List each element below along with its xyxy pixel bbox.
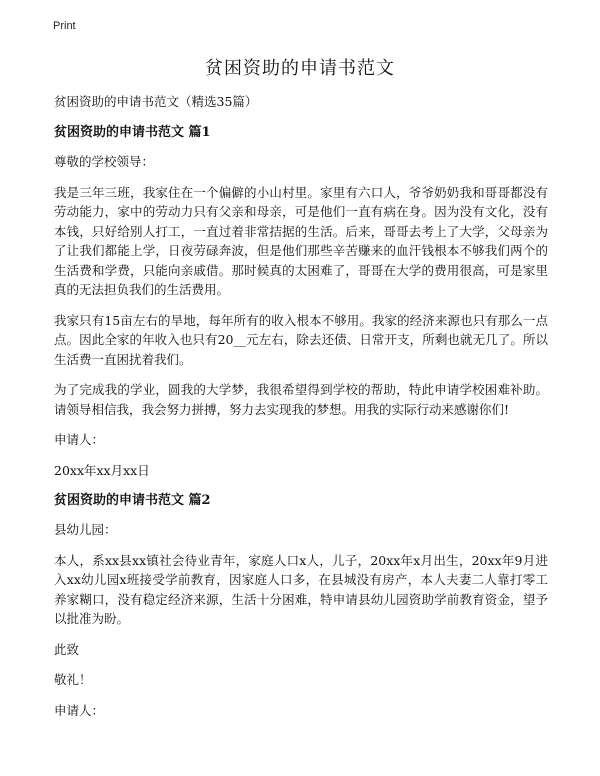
section-2 bbox=[54, 491, 548, 720]
closing-line: 此致 bbox=[54, 641, 80, 657]
date-line: 20xx年xx月xx日 bbox=[54, 462, 150, 478]
applicant-line: 申请人： bbox=[54, 432, 105, 447]
section-heading: 贫困资助的申请书范文 篇2 bbox=[54, 493, 211, 508]
print-label: Print bbox=[53, 20, 76, 32]
section-heading: 贫困资助的申请书范文 篇1 bbox=[54, 125, 211, 140]
section-1 bbox=[54, 123, 548, 480]
applicant-line: 申请人： bbox=[54, 702, 105, 718]
salutation: 尊敬的学校领导： bbox=[54, 154, 155, 169]
document-subtitle: 贫困资助的申请书范文（精选35篇） bbox=[54, 94, 258, 109]
body-paragraph: 本人，系xx县xx镇社会待业青年，家庭人口x人，儿子，20xx年x月出生，20xx年9月进入xx幼儿园x班接受学前教育，因家庭人口多，在县城没有房产，本人夫妻二人靠打零工养家糊口，没有稳定经济来源，生活十分困难，特申请县幼儿园资助学前教育资金，望予以批准为盼。 bbox=[54, 552, 548, 626]
document-body bbox=[54, 92, 548, 731]
salutation: 县幼儿园： bbox=[54, 522, 117, 537]
closing-line: 敬礼！ bbox=[54, 672, 92, 687]
body-paragraph: 为了完成我的学业，圆我的大学梦，我很希望得到学校的帮助，特此申请学校困难补助。请领导相信我，我会努力拼搏，努力去实现我的梦想。用我的实际行动来感谢你们! bbox=[54, 382, 548, 417]
body-paragraph: 我家只有15亩左右的旱地，每年所有的收入根本不够用。我家的经济来源也只有那么一点点。因此全家的年收入也只有20__元左右，除去还债、日常开支，所剩也就无几了。所以生活费一直困扰着我们。 bbox=[54, 312, 548, 367]
body-paragraph: 我是三年三班，我家住在一个偏僻的小山村里。家里有六口人，爷爷奶奶我和哥哥都没有劳动能力，家中的劳动力只有父亲和母亲，可是他们一直有病在身。因为没有文化，没有本钱，只好给别人打工，一直过着非常拮据的生活。后来，哥哥去考上了大学，父母亲为了让我们都能上学，日夜劳碌奔波，但是他们那些辛苦赚来的血汗钱根本不够我们两个的生活费和学费，只能向亲戚借。那时候真的太困难了，哥哥在大学的费用很高，可是家里真的无法担负我们的生活费用。 bbox=[54, 184, 548, 297]
document-title: 贫困资助的申请书范文 bbox=[205, 58, 395, 79]
